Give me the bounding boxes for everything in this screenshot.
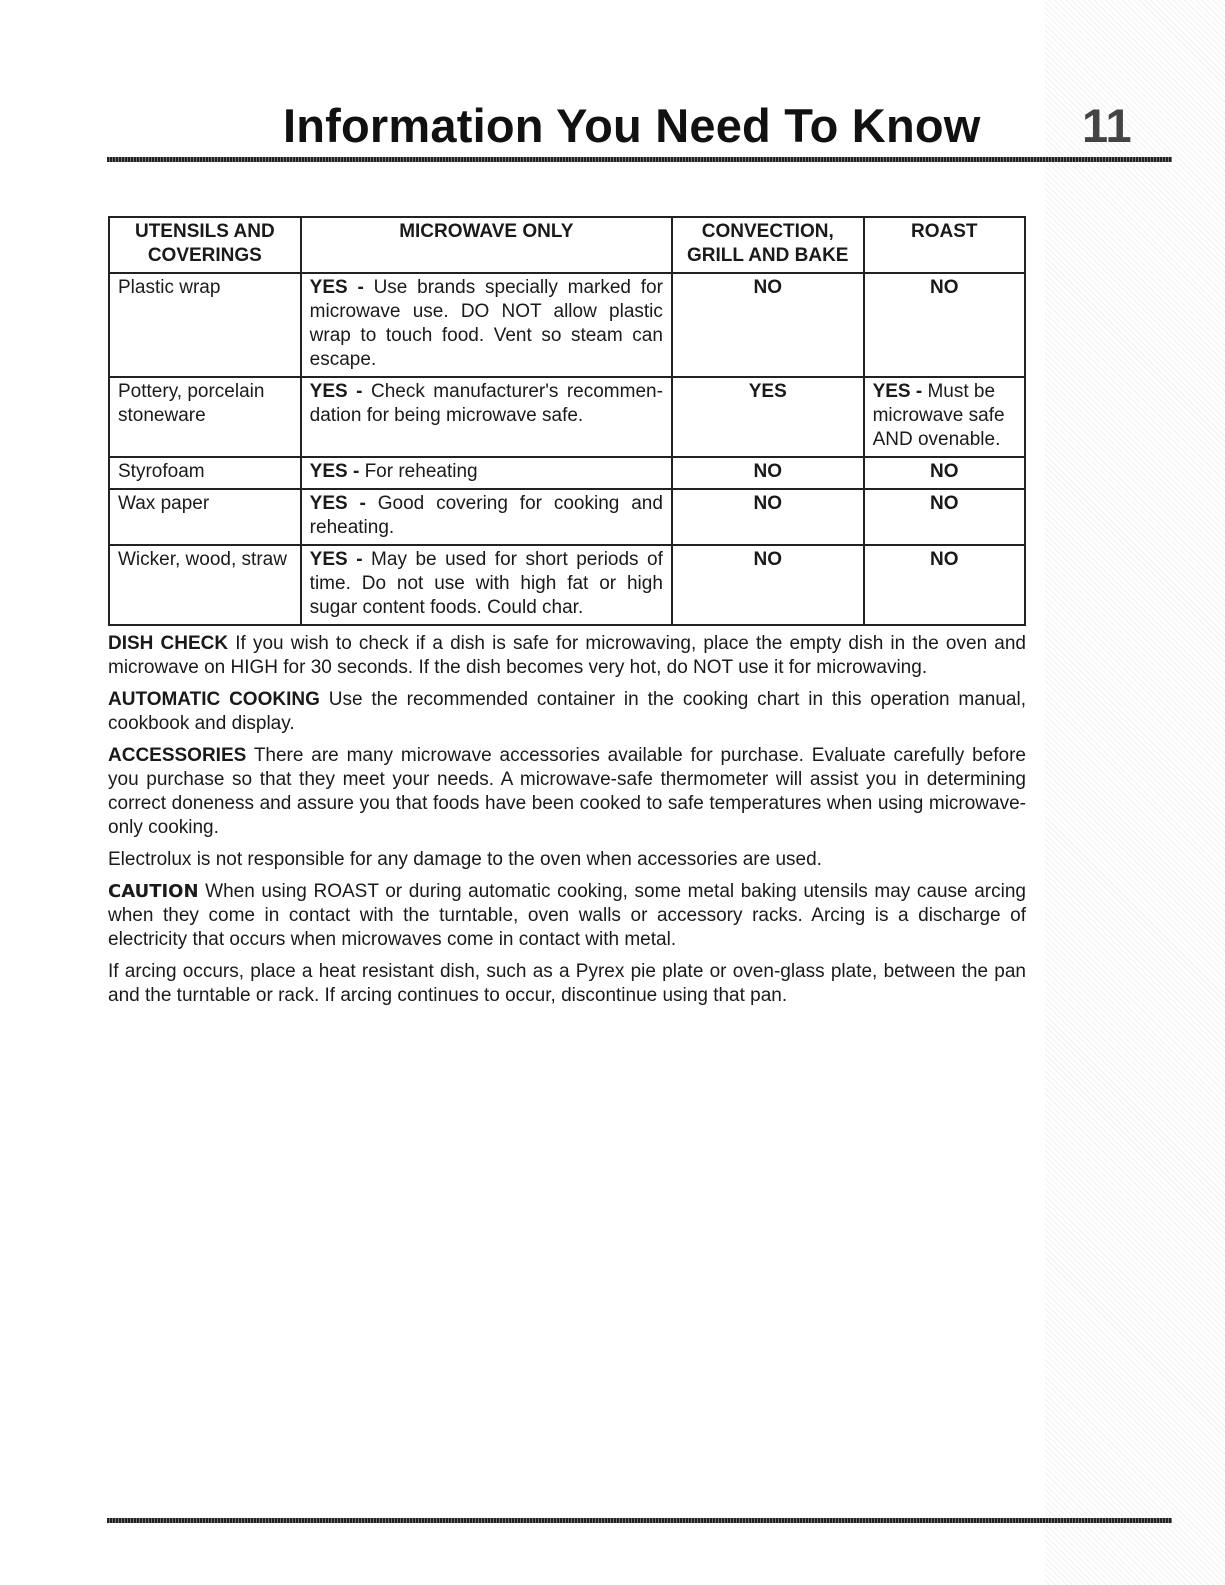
electrolux-paragraph: Electrolux is not responsible for any damage to the oven when accessories are used.: [108, 849, 822, 870]
header-utensils: UTENSILS AND COVERINGS: [109, 217, 301, 273]
row-item: Pottery, porcelain stoneware: [109, 377, 301, 457]
row-roast-label: NO: [930, 493, 959, 514]
row-roast: [864, 489, 1025, 545]
row-roast-label: NO: [930, 277, 959, 298]
row-item: Wax paper: [109, 489, 301, 545]
body-text: [108, 632, 1026, 1016]
row-roast-label: NO: [930, 461, 959, 482]
row-item: Plastic wrap: [109, 273, 301, 377]
table-row: [109, 457, 1025, 489]
accessories-paragraph: [108, 744, 1026, 840]
row-roast-label: YES -: [872, 381, 923, 402]
row-convection: NO: [672, 489, 864, 545]
footer-rule: [107, 1518, 1172, 1523]
accessories-label: ACCESSORIES: [108, 745, 247, 766]
row-microwave: [301, 273, 672, 377]
header-rule: [107, 157, 1172, 162]
table-row: [109, 273, 1025, 377]
arcing-paragraph: If arcing occurs, place a heat resistant dish, such as a Pyrex pie plate or oven-glass plate, between the pan and the turntable or rack. If arcing continues to occur, discontinue using that pan.: [108, 961, 1026, 1006]
page-edge-texture: [1045, 0, 1225, 1585]
row-convection: YES: [672, 377, 864, 457]
row-microwave-label: YES -: [309, 549, 363, 570]
row-convection: NO: [672, 273, 864, 377]
row-convection: NO: [672, 457, 864, 489]
header-roast: ROAST: [864, 217, 1025, 273]
row-microwave-text: Use brands specially marked for microwave use. DO NOT allow plastic wrap to touch food. Vent so steam can escape.: [309, 277, 663, 370]
row-roast: [864, 457, 1025, 489]
row-roast-text: Must be microwave safe AND ovenable.: [872, 381, 1005, 450]
table-row: [109, 489, 1025, 545]
row-microwave-text: For reheating: [364, 461, 478, 482]
row-microwave-label: YES -: [309, 493, 366, 514]
row-microwave-label: YES -: [309, 381, 363, 402]
row-microwave: [301, 377, 672, 457]
page-title: Information You Need To Know: [283, 99, 981, 152]
page-number: 11: [1082, 99, 1132, 152]
header-convection: CONVECTION, GRILL AND BAKE: [672, 217, 864, 273]
table-row: [109, 377, 1025, 457]
table-row: [109, 545, 1025, 625]
dish-check-text: If you wish to check if a dish is safe for microwaving, place the empty dish in the oven and microwave on HIGH for 30 seconds. If the dish becomes very hot, do NOT use it for microwaving.: [108, 633, 1026, 678]
automatic-cooking-paragraph: [108, 688, 1026, 736]
row-roast: [864, 273, 1025, 377]
row-item: Styrofoam: [109, 457, 301, 489]
header-microwave-only: MICROWAVE ONLY: [301, 217, 672, 273]
accessories-text: There are many microwave accessories available for purchase. Evaluate carefully before you purchase so that they meet your needs. A microwave-safe thermometer will assist you in determining correct doneness and assure you that foods have been cooked to safe temperatures when using microwave-only cooking.: [108, 745, 1026, 838]
row-convection: NO: [672, 545, 864, 625]
row-microwave: [301, 489, 672, 545]
row-microwave-label: YES -: [309, 277, 364, 298]
row-microwave: [301, 545, 672, 625]
row-microwave: [301, 457, 672, 489]
caution-text: When using ROAST or during automatic cooking, some metal baking utensils may cause arcing when they come in contact with the turntable, oven walls or accessory racks. Arcing is a discharge of electricity that occurs when microwaves come in contact with metal.: [108, 881, 1026, 950]
caution-paragraph: [108, 880, 1026, 952]
row-roast: [864, 545, 1025, 625]
row-microwave-text: Check manufacturer's recommen-dation for being microwave safe.: [309, 381, 663, 426]
dish-check-label: DISH CHECK: [108, 633, 229, 654]
utensils-table: [108, 216, 1026, 626]
table-header-row: [109, 217, 1025, 273]
row-roast: [864, 377, 1025, 457]
row-roast-label: NO: [930, 549, 959, 570]
automatic-cooking-text: Use the recommended container in the cooking chart in this operation manual, cookbook and display.: [108, 689, 1026, 734]
row-microwave-text: Good covering for cooking and reheating.: [309, 493, 663, 538]
row-microwave-label: YES -: [309, 461, 360, 482]
automatic-cooking-label: AUTOMATIC COOKING: [108, 689, 320, 710]
row-item: Wicker, wood, straw: [109, 545, 301, 625]
row-microwave-text: May be used for short periods of time. Do not use with high fat or high sugar content foods. Could char.: [309, 549, 663, 618]
caution-label: CAUTION: [108, 881, 199, 902]
dish-check-paragraph: [108, 632, 1026, 680]
